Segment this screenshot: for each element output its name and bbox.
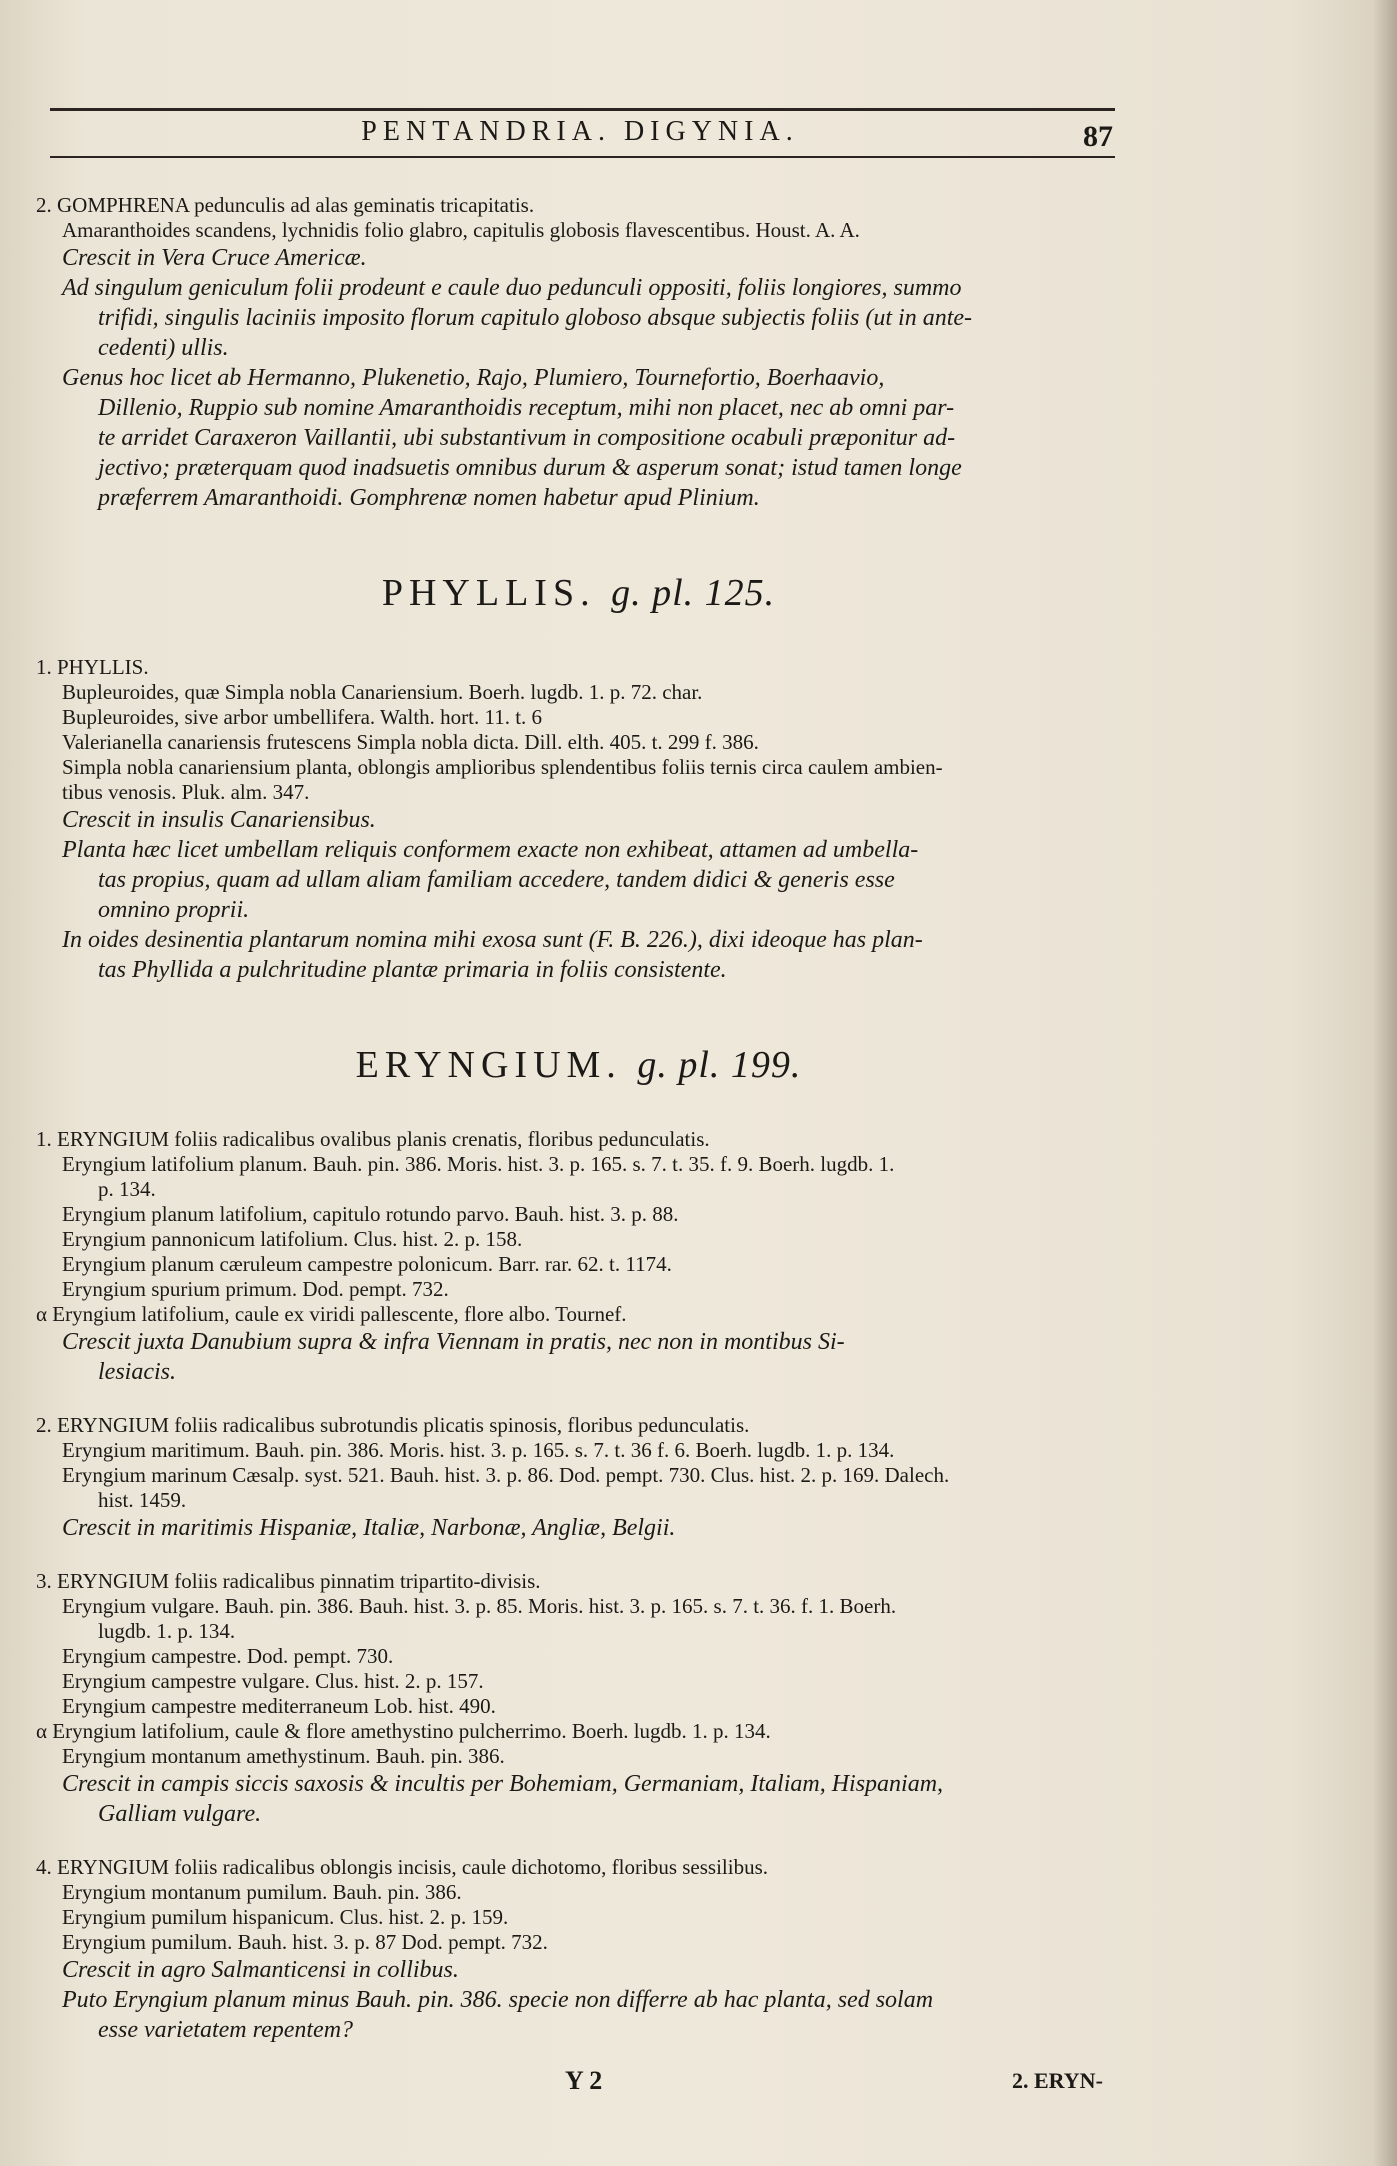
signature-mark: Y 2 <box>565 2066 603 2095</box>
variety-line: α Eryngium latifolium, caule & flore amethystino pulcherrimo. Boerh. lugdb. 1. p. 134. <box>36 1719 771 1743</box>
species-line: 4. ERYNGIUM foliis radicalibus oblongis incisis, caule dichotomo, floribus sessilibus. <box>36 1855 769 1879</box>
gomphrena-note-line: cedenti) ullis. <box>98 335 229 361</box>
genus-reference: g. pl. 125. <box>611 572 776 614</box>
phyllis-synonym: Valerianella canariensis frutescens Simpla nobla dicta. Dill. elth. 405. t. 299 f. 386. <box>62 730 759 754</box>
genus-name: PHYLLIS. <box>381 572 596 614</box>
top-rule <box>50 108 1115 111</box>
gomphrena-note-line: præferrem Amaranthoidi. Gomphrenæ nomen habetur apud Plinium. <box>98 485 760 511</box>
habitat: lesiacis. <box>98 1359 176 1385</box>
synonym: hist. 1459. <box>98 1488 187 1512</box>
phyllis-synonym: Simpla nobla canariensium planta, oblongis amplioribus splendentibus foliis ternis circa caulem ambien- <box>62 755 943 779</box>
synonym: Eryngium planum cæruleum campestre polonicum. Barr. rar. 62. t. 1174. <box>62 1252 672 1276</box>
habitat: Crescit in campis siccis saxosis & incultis per Bohemiam, Germaniam, Italiam, Hispaniam, <box>62 1771 944 1797</box>
species-line: 1. ERYNGIUM foliis radicalibus ovalibus planis crenatis, floribus pedunculatis. <box>36 1127 710 1151</box>
phyllis-note-line: tas Phyllida a pulchritudine plantæ primaria in foliis consistente. <box>98 957 727 983</box>
note-line: esse varietatem repentem? <box>98 2017 354 2043</box>
variety-line: α Eryngium latifolium, caule ex viridi pallescente, flore albo. Tournef. <box>36 1302 627 1326</box>
genus-reference: g. pl. 199. <box>637 1044 802 1086</box>
habitat: Crescit in maritimis Hispaniæ, Italiæ, Narbonæ, Angliæ, Belgii. <box>62 1515 676 1541</box>
habitat: Crescit juxta Danubium supra & infra Viennam in pratis, nec non in montibus Si- <box>62 1329 845 1355</box>
gomphrena-synonym: Amaranthoides scandens, lychnidis folio glabro, capitulis globosis flavescentibus. Houst. A. A. <box>62 218 860 242</box>
gomphrena-note-line: Ad singulum geniculum folii prodeunt e caule duo pedunculi oppositi, foliis longiores, summo <box>62 275 962 301</box>
synonym: Eryngium planum latifolium, capitulo rotundo parvo. Bauh. hist. 3. p. 88. <box>62 1202 679 1226</box>
synonym: Eryngium pannonicum latifolium. Clus. hist. 2. p. 158. <box>62 1227 523 1251</box>
gomphrena-species-line: 2. GOMPHRENA pedunculis ad alas geminatis tricapitatis. <box>36 193 535 217</box>
synonym: Eryngium montanum amethystinum. Bauh. pin. 386. <box>62 1744 505 1768</box>
genus-heading-eryngium <box>36 1043 1121 1087</box>
eryngium-species-3 <box>36 1569 1121 1829</box>
phyllis-note-line: Planta hæc licet umbellam reliquis conformem exacte non exhibeat, attamen ad umbella- <box>62 837 919 863</box>
habitat: Crescit in agro Salmanticensi in collibus. <box>62 1957 459 1983</box>
synonym: Eryngium spurium primum. Dod. pempt. 732. <box>62 1277 449 1301</box>
gomphrena-note-line: Dillenio, Ruppio sub nomine Amaranthoidis receptum, mihi non placet, nec ab omni par- <box>98 395 955 421</box>
synonym: Eryngium campestre. Dod. pempt. 730. <box>62 1644 394 1668</box>
phyllis-habitat: Crescit in insulis Canariensibus. <box>62 807 376 833</box>
phyllis-note-line: tas propius, quam ad ullam aliam familiam accedere, tandem didici & generis esse <box>98 867 895 893</box>
note-line: Puto Eryngium planum minus Bauh. pin. 386. specie non differre ab hac planta, sed solam <box>62 1987 934 2013</box>
synonym: Eryngium latifolium planum. Bauh. pin. 386. Moris. hist. 3. p. 165. s. 7. t. 35. f. 9. Boerh. lugdb. 1. <box>62 1152 895 1176</box>
eryngium-species-2 <box>36 1413 1121 1543</box>
head-rule <box>50 156 1115 158</box>
phyllis-entry <box>36 655 1121 985</box>
phyllis-species-line: 1. PHYLLIS. <box>36 655 149 679</box>
gomphrena-note-line: te arridet Caraxeron Vaillantii, ubi substantivum in compositione ocabuli præponitur ad- <box>98 425 956 451</box>
page-gutter-shadow <box>1373 0 1397 2166</box>
synonym: Eryngium pumilum. Bauh. hist. 3. p. 87 Dod. pempt. 732. <box>62 1930 548 1954</box>
gomphrena-note-line: Genus hoc licet ab Hermanno, Plukenetio, Rajo, Plumiero, Tournefortio, Boerhaavio, <box>62 365 885 391</box>
synonym: Eryngium pumilum hispanicum. Clus. hist. 2. p. 159. <box>62 1905 509 1929</box>
synonym: Eryngium montanum pumilum. Bauh. pin. 386. <box>62 1880 462 1904</box>
phyllis-note-line: omnino proprii. <box>98 897 250 923</box>
genus-heading-phyllis <box>36 571 1121 615</box>
phyllis-synonym: tibus venosis. Pluk. alm. 347. <box>62 780 310 804</box>
synonym: p. 134. <box>98 1177 156 1201</box>
phyllis-synonym: Bupleuroides, sive arbor umbellifera. Walth. hort. 11. t. 6 <box>62 705 543 729</box>
phyllis-synonym: Bupleuroides, quæ Simpla nobla Canariensium. Boerh. lugdb. 1. p. 72. char. <box>62 680 703 704</box>
eryngium-species-1 <box>36 1127 1121 1387</box>
gomphrena-note-line: trifidi, singulis laciniis imposito florum capitulo globoso absque subjectis foliis (ut in ante- <box>98 305 973 331</box>
eryngium-species-4 <box>36 1855 1121 2045</box>
habitat: Galliam vulgare. <box>98 1801 262 1827</box>
synonym: Eryngium maritimum. Bauh. pin. 386. Moris. hist. 3. p. 165. s. 7. t. 36 f. 6. Boerh. lugdb. 1. p. 134. <box>62 1438 895 1462</box>
page-content <box>36 193 1121 2045</box>
synonym: Eryngium campestre mediterraneum Lob. hist. 490. <box>62 1694 496 1718</box>
synonym: Eryngium marinum Cæsalp. syst. 521. Bauh. hist. 3. p. 86. Dod. pempt. 730. Clus. hist. 2. p. 169. Dalech. <box>62 1463 950 1487</box>
gomphrena-note-line: jectivo; præterquam quod inadsuetis omnibus durum & asperum sonat; istud tamen longe <box>98 455 962 481</box>
synonym: lugdb. 1. p. 134. <box>98 1619 236 1643</box>
catchword: 2. ERYN- <box>1012 2068 1103 2093</box>
phyllis-note-line: In oides desinentia plantarum nomina mihi exosa sunt (F. B. 226.), dixi ideoque has plan- <box>62 927 923 953</box>
gomphrena-entry <box>36 193 1121 513</box>
genus-name: ERYNGIUM. <box>355 1044 622 1086</box>
species-line: 2. ERYNGIUM foliis radicalibus subrotundis plicatis spinosis, floribus pedunculatis. <box>36 1413 750 1437</box>
running-head: PENTANDRIA. DIGYNIA. <box>361 116 799 147</box>
synonym: Eryngium vulgare. Bauh. pin. 386. Bauh. hist. 3. p. 85. Moris. hist. 3. p. 165. s. 7. t. 36. f. 1. Boerh. <box>62 1594 897 1618</box>
page-number: 87 <box>1083 120 1113 153</box>
synonym: Eryngium campestre vulgare. Clus. hist. 2. p. 157. <box>62 1669 484 1693</box>
species-line: 3. ERYNGIUM foliis radicalibus pinnatim tripartito-divisis. <box>36 1569 541 1593</box>
gomphrena-habitat: Crescit in Vera Cruce Americæ. <box>62 245 367 271</box>
